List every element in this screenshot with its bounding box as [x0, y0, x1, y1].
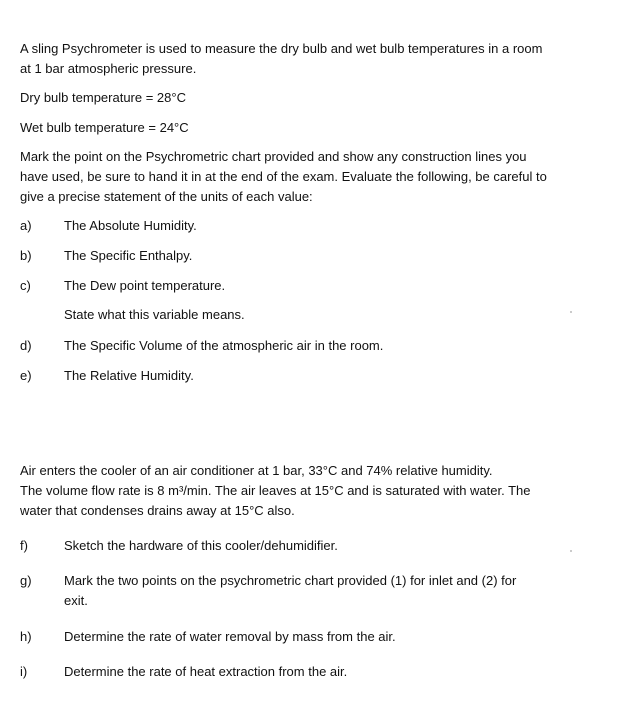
air-conditioner-paragraph — [20, 461, 590, 521]
paragraph-line: Air enters the cooler of an air conditioner at 1 bar, 33°C and 74% relative humidity. — [20, 463, 493, 478]
item-label: d) — [20, 338, 32, 353]
item-text: Determine the rate of water removal by mass from the air. — [64, 629, 396, 644]
instruction-paragraph — [20, 147, 590, 207]
paragraph-line: The volume flow rate is 8 m³/min. The air leaves at 15°C and is saturated with water. The — [20, 483, 531, 498]
item-label: f) — [20, 538, 28, 553]
item-text: Sketch the hardware of this cooler/dehumidifier. — [64, 538, 338, 553]
item-text: State what this variable means. — [64, 307, 245, 322]
item-text-line: exit. — [64, 593, 88, 608]
scan-speck — [570, 311, 572, 313]
item-label: e) — [20, 368, 32, 383]
item-label: g) — [20, 573, 32, 588]
item-label: c) — [20, 278, 31, 293]
scan-speck — [570, 550, 572, 552]
instruction-line: have used, be sure to hand it in at the end of the exam. Evaluate the following, be careful to — [20, 169, 547, 184]
item-text: The Specific Volume of the atmospheric air in the room. — [64, 338, 384, 353]
wet-bulb-temperature: Wet bulb temperature = 24°C — [20, 120, 189, 135]
item-label: i) — [20, 664, 28, 679]
item-label: a) — [20, 218, 32, 233]
item-text: Determine the rate of heat extraction from the air. — [64, 664, 348, 679]
item-text: The Absolute Humidity. — [64, 218, 197, 233]
item-label: b) — [20, 248, 32, 263]
instruction-line: give a precise statement of the units of each value: — [20, 189, 313, 204]
item-text: The Dew point temperature. — [64, 278, 226, 293]
item-label: h) — [20, 629, 32, 644]
item-text-line: Mark the two points on the psychrometric chart provided (1) for inlet and (2) for — [64, 573, 517, 588]
intro-line: A sling Psychrometer is used to measure the dry bulb and wet bulb temperatures in a room — [20, 41, 543, 56]
paragraph-line: water that condenses drains away at 15°C also. — [20, 503, 295, 518]
dry-bulb-temperature: Dry bulb temperature = 28°C — [20, 90, 186, 105]
intro-line: at 1 bar atmospheric pressure. — [20, 61, 197, 76]
item-text — [64, 571, 584, 611]
intro-paragraph — [20, 39, 590, 79]
instruction-line: Mark the point on the Psychrometric chart provided and show any construction lines you — [20, 149, 527, 164]
item-text: The Specific Enthalpy. — [64, 248, 193, 263]
item-text: The Relative Humidity. — [64, 368, 194, 383]
